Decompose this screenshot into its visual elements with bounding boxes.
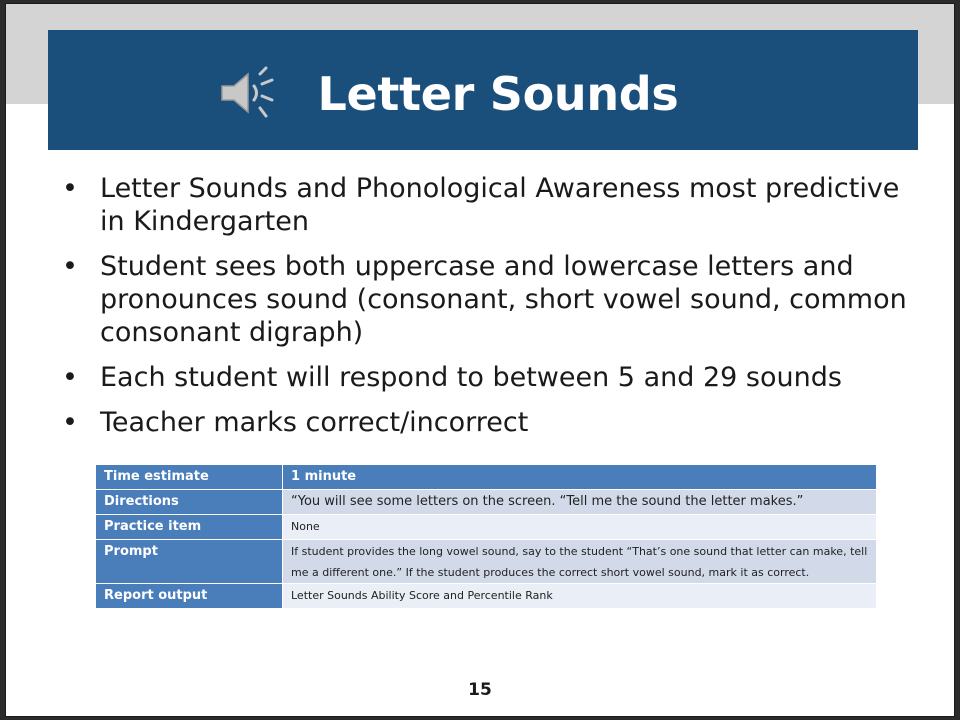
- slide-title: Letter Sounds: [317, 67, 679, 121]
- table-key: Directions: [96, 490, 283, 515]
- table-row: [96, 465, 877, 490]
- table-key: Practice item: [96, 515, 283, 540]
- bullet-item: • Each student will respond to between 5 and 29 sounds: [62, 361, 912, 394]
- page-number: 15: [468, 680, 492, 700]
- table-key: Time estimate: [96, 465, 283, 490]
- bullet-item: • Teacher marks correct/incorrect: [62, 406, 912, 439]
- table-value: Letter Sounds Ability Score and Percentile Rank: [283, 584, 877, 609]
- slide: [6, 4, 954, 716]
- table-row: [96, 490, 877, 515]
- info-table: [95, 464, 877, 609]
- bullet-item: • Letter Sounds and Phonological Awareness most predictive in Kindergarten: [62, 172, 912, 238]
- table-value: None: [283, 515, 877, 540]
- bullet-item: • Student sees both uppercase and lowercase letters and pronounces sound (consonant, short vowel sound, common consonant digraph): [62, 250, 912, 349]
- bullet-list: [62, 172, 912, 451]
- table-value: 1 minute: [283, 465, 877, 490]
- table-value: If student provides the long vowel sound, say to the student “That’s one sound that letter can make, tell me a different one.” If the student produces the correct short vowel sound, mark it as correct.: [283, 540, 877, 584]
- table-value: “You will see some letters on the screen. “Tell me the sound the letter makes.”: [283, 490, 877, 515]
- title-bar: [48, 30, 918, 150]
- table-row: [96, 515, 877, 540]
- table-row: [96, 540, 877, 584]
- table-key: Report output: [96, 584, 283, 609]
- table-row: [96, 584, 877, 609]
- table-key: Prompt: [96, 540, 283, 584]
